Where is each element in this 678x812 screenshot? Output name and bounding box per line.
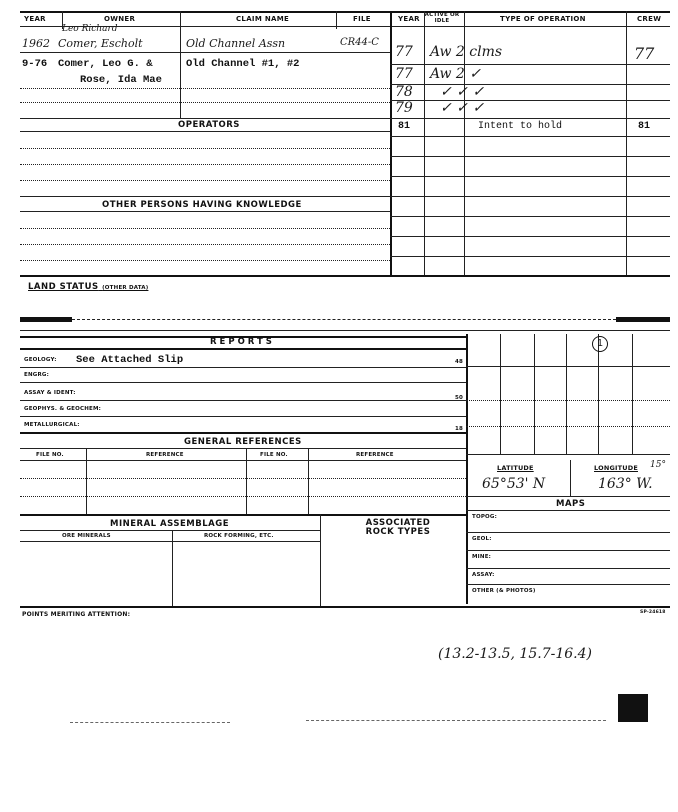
owner-row-2-year: 9-76 xyxy=(22,58,48,70)
form-number: SP-24618 xyxy=(640,610,666,615)
operation-row-5-entry: Intent to hold xyxy=(478,121,563,132)
header-active-idle: ACTIVE OR IDLE xyxy=(424,12,460,24)
maps-mine: MINE: xyxy=(472,554,492,560)
header-file: FILE xyxy=(353,15,371,23)
header-type-of-operation: TYPE OF OPERATION xyxy=(500,15,586,23)
operation-row-3-year: 78 xyxy=(395,84,413,100)
operation-row-5-year: 81 xyxy=(398,121,411,132)
maps-assay: ASSAY: xyxy=(472,572,495,578)
maps-topog: TOPOG: xyxy=(472,514,498,520)
header-year2: YEAR xyxy=(398,15,420,23)
owner-row-1-owner: Comer, Escholt xyxy=(58,37,143,50)
longitude-label: LONGITUDE xyxy=(594,464,638,472)
operators-title: OPERATORS xyxy=(178,120,240,130)
operation-row-5-crew: 81 xyxy=(638,121,651,132)
operation-row-2-entry: Aw 2 ✓ xyxy=(430,66,482,82)
mineral-assemblage-title: MINERAL ASSEMBLAGE xyxy=(110,519,230,529)
mineral-col-rock: ROCK FORMING, ETC. xyxy=(204,533,274,539)
operation-row-1-entry: Aw 2 clms xyxy=(430,44,503,60)
longitude-value: 163° W. xyxy=(598,476,653,492)
header-year: YEAR xyxy=(24,15,46,23)
mineral-col-ore: ORE MINERALS xyxy=(62,533,111,539)
operation-row-4-entry: ✓ ✓ ✓ xyxy=(440,100,485,116)
latitude-value: 65°53' N xyxy=(482,476,546,492)
report-metallurgical-label: METALLURGICAL: xyxy=(24,422,80,428)
maps-other: OTHER (& PHOTOS) xyxy=(472,588,536,594)
owner-row-2-claim: Old Channel #1, #2 xyxy=(186,58,300,70)
grid-circle-mark xyxy=(592,336,608,352)
operation-row-1-crew: 77 xyxy=(634,44,655,63)
header-owner: OWNER xyxy=(104,15,136,23)
land-status-title xyxy=(28,282,148,292)
owner-row-1-file: CR44-C xyxy=(340,37,379,48)
reports-title: REPORTS xyxy=(210,337,275,347)
operation-row-3-entry: ✓ ✓ ✓ xyxy=(440,84,485,100)
header-crew: CREW xyxy=(637,15,662,23)
longitude-extra: 15° xyxy=(650,460,666,470)
maps-title: MAPS xyxy=(556,499,586,509)
maps-geol: GEOL: xyxy=(472,536,492,542)
other-persons-title: OTHER PERSONS HAVING KNOWLEDGE xyxy=(102,200,302,210)
general-references-title: GENERAL REFERENCES xyxy=(184,437,302,447)
owner-above-text: Leo Richard xyxy=(62,24,118,34)
handwritten-note: (13.2-13.5, 15.7-16.4) xyxy=(438,646,592,662)
operation-row-1-year: 77 xyxy=(395,44,413,60)
land-status-label: LAND STATUS xyxy=(28,282,99,292)
points-meriting-label: POINTS MERITING ATTENTION: xyxy=(22,611,131,618)
report-assay-num: 50 xyxy=(455,395,464,401)
report-geology-num: 48 xyxy=(455,359,464,365)
operation-row-2-year: 77 xyxy=(395,66,413,82)
grid-mark-number: 1 xyxy=(597,338,603,349)
latitude-label: LATITUDE xyxy=(497,464,534,472)
ref-col-reference-2: REFERENCE xyxy=(356,452,394,458)
associated-rock-types-title: ASSOCIATED ROCK TYPES xyxy=(365,518,431,537)
report-assay-label: ASSAY & IDENT: xyxy=(24,390,76,396)
owner-row-2-owner-cont: Rose, Ida Mae xyxy=(80,74,162,86)
report-engrg-label: ENGRG: xyxy=(24,372,50,378)
black-mark xyxy=(618,694,648,722)
land-status-sub: (OTHER DATA) xyxy=(102,285,149,291)
owner-row-2-owner: Comer, Leo G. & xyxy=(58,58,153,70)
report-geology-label: GEOLOGY: xyxy=(24,357,57,363)
ref-col-file-no: FILE NO. xyxy=(36,452,64,458)
ref-col-file-no-2: FILE NO. xyxy=(260,452,288,458)
report-metallurgical-num: 18 xyxy=(455,426,464,432)
report-geophys-label: GEOPHYS. & GEOCHEM: xyxy=(24,406,102,412)
operation-row-4-year: 79 xyxy=(395,100,413,116)
report-geology-value: See Attached Slip xyxy=(76,354,184,366)
owner-row-1-year: 1962 xyxy=(22,37,50,50)
ref-col-reference: REFERENCE xyxy=(146,452,184,458)
owner-row-1-claim: Old Channel Assn xyxy=(186,37,286,50)
header-claim-name: CLAIM NAME xyxy=(236,15,290,23)
